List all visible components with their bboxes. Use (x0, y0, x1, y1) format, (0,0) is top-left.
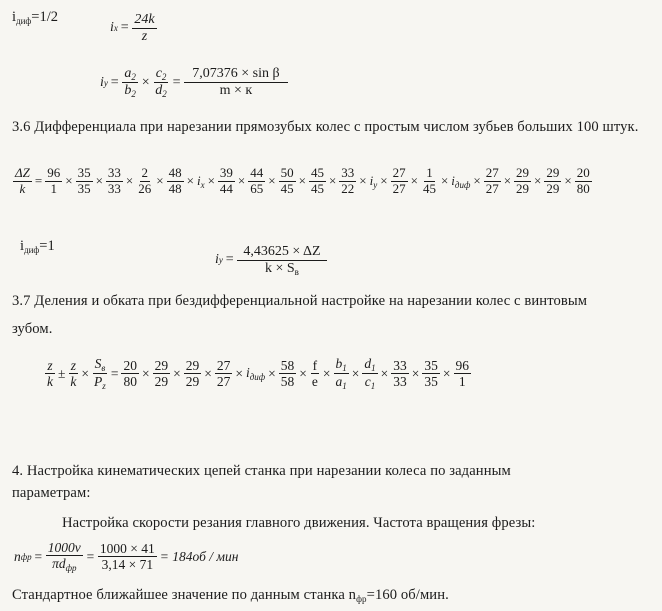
ratio-fraction (218, 166, 235, 196)
ratio-fraction (544, 166, 561, 196)
ratio-numerator: 27 (216, 357, 231, 373)
section-4-line2: параметрам: (12, 485, 91, 501)
ratio-numerator: 35 (77, 165, 91, 180)
ratio-fraction (279, 358, 297, 389)
ratio-fraction (421, 166, 438, 196)
ratio-denominator: e (311, 374, 318, 390)
section-3-7-line1: 3.7 Деления и обката при бездифференциальной настройке на нарезании колес с винтовым (12, 293, 588, 309)
ratio-denominator: 29 (516, 180, 530, 196)
ix-formula: i x = $\frac{24k}{z}$ (110, 12, 155, 44)
ratio-denominator: 29 (546, 180, 560, 196)
ratio-denominator: 27 (485, 180, 499, 196)
standard-value-line: Стандартное ближайшее значение по данным станка $n_{фр}=160$ об/мин. (12, 587, 449, 604)
ratio-fraction (248, 166, 265, 196)
times-sign: × (359, 173, 367, 189)
section-3-7-line2: зубом. (12, 321, 53, 337)
ratio-numerator: 20 (123, 357, 137, 373)
times-sign: × (237, 173, 246, 189)
times-sign: × (442, 365, 451, 381)
ratio-numerator: 20 (576, 165, 590, 180)
ratio-numerator: 27 (392, 165, 406, 180)
ratio-denominator: 45 (422, 180, 436, 196)
ratio-fraction (309, 166, 326, 196)
ratio-denominator: 33 (107, 180, 121, 196)
ratio-fraction (167, 166, 184, 196)
times-sign: × (298, 173, 306, 189)
ratio-denominator: 35 (424, 374, 438, 390)
ratio-numerator: 33 (393, 357, 407, 373)
iy-formula: i y = $\frac{a_2}{b_2}$ × $\frac{c_2}{d_2}$ = $\frac{\text{7,07376 × sin β}}{m \times к}$ (100, 66, 289, 99)
ratio-numerator: 48 (168, 165, 182, 180)
ratio-numerator: 27 (485, 165, 499, 180)
idif-one-line: $i_{диф}=1$ (20, 238, 55, 255)
times-sign: × (503, 173, 512, 189)
ratio-denominator: 80 (576, 180, 590, 196)
ratio-denominator: 48 (168, 180, 182, 196)
times-sign: × (156, 173, 164, 189)
iy-second-formula: i y = $\frac{4,43625 \times \Delta Z}{k \times S_в}$ (215, 244, 328, 277)
ratio-fraction (184, 358, 202, 389)
section-4-line1: 4. Настройка кинематических цепей станка при нарезании колеса по заданным (12, 463, 511, 479)
idif-half-line: $i_{диф}=1/2$ (12, 9, 58, 26)
ratio-fraction (106, 166, 123, 196)
ratio-denominator: 80 (123, 374, 137, 390)
ratio-denominator: 29 (185, 374, 200, 390)
ratio-numerator: f (312, 357, 318, 373)
ratio-numerator: 96 (455, 357, 470, 373)
ratio-denominator: 44 (219, 180, 233, 196)
ratio-numerator: 29 (154, 357, 169, 373)
times-sign: × (411, 365, 420, 381)
ratio-numerator: 50 (280, 165, 294, 180)
times-sign: × (173, 365, 181, 381)
ratio-denominator: 1 (50, 180, 57, 196)
ratio-numerator: 33 (341, 165, 355, 180)
ratio-numerator: 29 (185, 357, 200, 373)
ratio-fraction (391, 166, 408, 196)
ratio-fraction (153, 358, 171, 389)
ratio-numerator: 2 (141, 165, 148, 180)
ratio-numerator: 29 (516, 165, 530, 180)
ratio-denominator: 45 (310, 180, 324, 196)
ratio-numerator: 39 (219, 165, 233, 180)
times-sign: × (141, 365, 150, 381)
ratio-denominator: 22 (341, 180, 355, 196)
times-sign: × (95, 173, 103, 189)
ratio-fraction (422, 358, 440, 389)
ratio-fraction (514, 166, 531, 196)
ratio-denominator: 27 (216, 374, 231, 390)
ratio-numerator: 35 (424, 357, 438, 373)
indexing-chain-formula: $\frac{z}{k}$ ± $\frac{z}{k}$ × $\frac{S_в}{P_z}$ = $\frac{20}{80}$ × $\frac{29}{29}$ × $\frac{29}{29}$ × $\frac{27}{27}$ × $i_{диф}$ × $\frac{58}{58}$ × $\frac{f}{e}$ × $\frac{b_1}{a_1}$ × $\frac{d_1}{c_1}$ × $\frac{33}{33}$ × $\frac{35}{35}$ × $\frac{96}{1}$ (47, 356, 470, 392)
ratio-denominator: 33 (393, 374, 407, 390)
ratio-fraction (575, 166, 592, 196)
times-sign: × (268, 173, 276, 189)
ratio-fraction (454, 358, 472, 389)
ratio-numerator: 45 (310, 165, 324, 180)
times-sign: × (125, 173, 134, 189)
ratio-denominator: 65 (250, 180, 264, 196)
ratio-fraction (76, 166, 93, 196)
ratio-denominator: 58 (280, 374, 295, 390)
speed-heading: Настройка скорости резания главного движения. Частота вращения фрезы: (62, 515, 536, 531)
ratio-denominator: 45 (280, 180, 294, 196)
times-sign: × (328, 173, 337, 189)
times-sign: × (299, 365, 307, 381)
times-sign: × (410, 173, 418, 189)
ratio-denominator: 1 (458, 374, 466, 390)
ratio-fraction (391, 358, 409, 389)
spindle-speed-formula: n фр = $\frac{1000v}{\pi d_{фр}}$ = $\frac{1000 \times 41}{3,14 \times 71}$ = 184об / мин (14, 540, 239, 574)
times-sign: × (564, 173, 572, 189)
ratio-fraction (121, 358, 139, 389)
ratio-denominator: 29 (154, 374, 169, 390)
ratio-fraction (45, 166, 62, 196)
times-sign: × (235, 365, 243, 381)
times-sign: × (65, 173, 73, 189)
ratio-numerator: 58 (280, 357, 295, 373)
ratio-denominator: 35 (77, 180, 91, 196)
ratio-fraction (310, 358, 320, 389)
times-sign: × (186, 173, 194, 189)
section-3-6-text: 3.6 Дифференциала при нарезании прямозубых колес с простым числом зубьев больших 100 штук. (12, 119, 639, 135)
ratio-numerator: 44 (250, 165, 264, 180)
ratio-fraction (339, 166, 356, 196)
ratio-numerator: 96 (47, 165, 61, 180)
times-sign: × (534, 173, 542, 189)
ratio-denominator: 26 (138, 180, 152, 196)
ratio-fraction (484, 166, 501, 196)
ratio-fraction (136, 166, 153, 196)
ratio-denominator: 27 (392, 180, 406, 196)
times-sign: × (440, 173, 449, 189)
ratio-fraction (215, 358, 233, 389)
ratio-numerator: 33 (107, 165, 121, 180)
times-sign: × (322, 365, 331, 381)
ratio-fraction (279, 166, 296, 196)
times-sign: × (204, 365, 212, 381)
differential-chain-formula: $\frac{\Delta Z}{k}$ = $\frac{96}{1}$ × $\frac{35}{35}$ × $\frac{33}{33}$ × $\frac{2}{26}$ × $\frac{48}{48}$ × $i_x$ × $\frac{39}{44}$ × $\frac{44}{65}$ × $\frac{50}{45}$ × $\frac{45}{45}$ × $\frac{33}{22}$ × $i_y$ × $\frac{27}{27}$ × $\frac{1}{45}$ × $i_{диф}$ × $\frac{27}{27}$ × $\frac{29}{29}$ × $\frac{29}{29}$ × $\frac{20}{80}$ (15, 165, 590, 196)
ratio-numerator: 1 (426, 165, 433, 180)
ratio-numerator: 29 (546, 165, 560, 180)
